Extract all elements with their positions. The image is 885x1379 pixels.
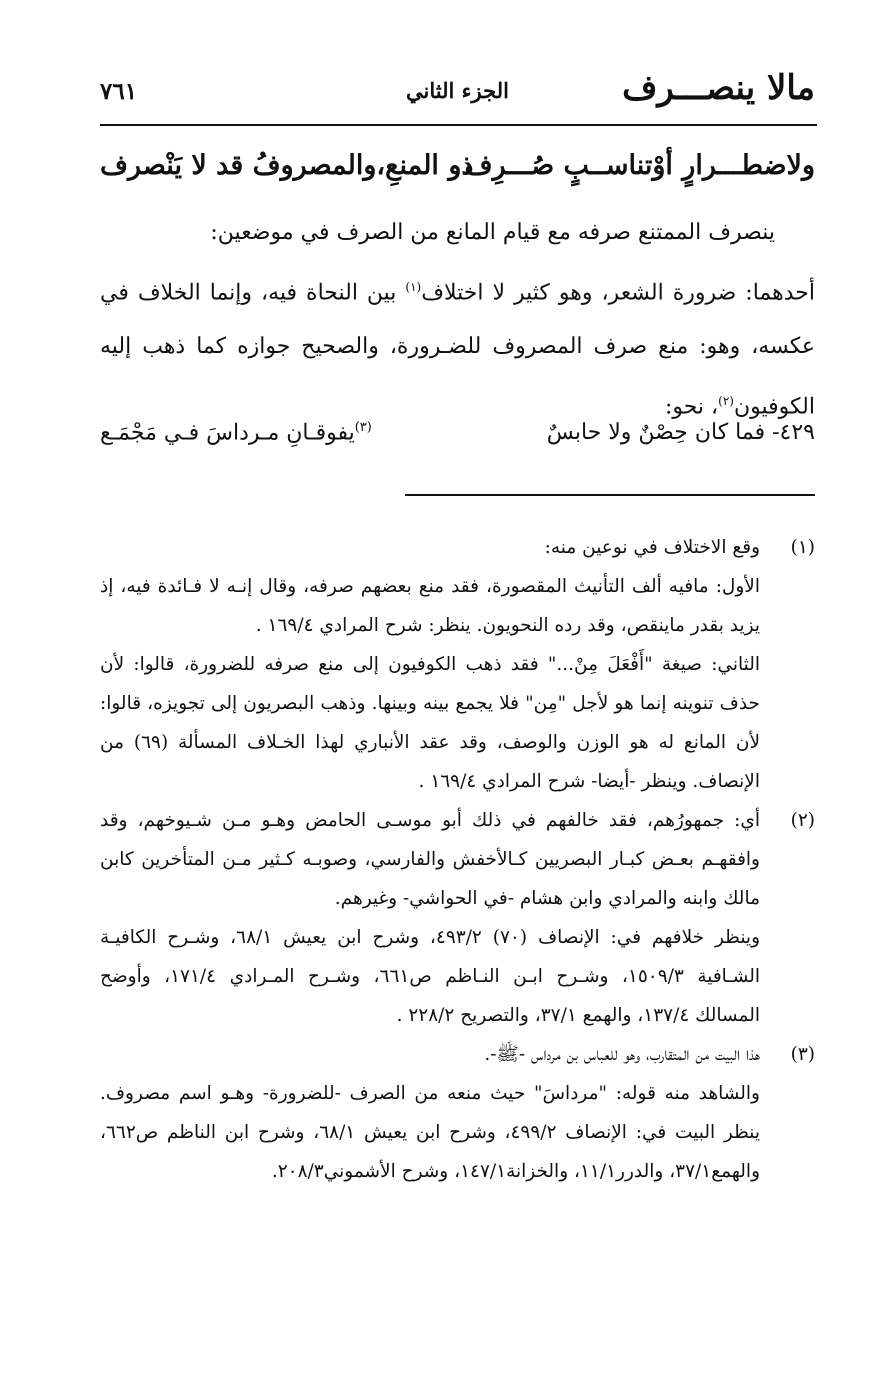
footnote-line: الثاني: صيغة "أَفْعَلَ مِنْ..." فقد ذهب الكوفيون إلى منع صرفه للضرورة، قالوا: لأن حذف تنوينه إنما هو لأجل "مِن" فلا يجمع بينه وبينها. وذهب البصريون إلى تجويزه، قالوا: لأن المانع له هو الوزن والوصف، وقد عقد الأنباري لهذا الخـلاف المسألة (٦٩) من الإنصاف. وينظر -أيضا- شرح المرادي ١٦٩/٤ . — [100, 654, 760, 792]
evidence-second-text: يفوقـانِ مـرداسَ فـي مَجْمَـع — [100, 420, 355, 446]
evidence-first-hemistich: ٤٢٩- فما كان حِصْنٌ ولا حابسٌ — [546, 420, 815, 445]
footnote-line: أي: جمهورُهم، فقد خالفهم في ذلك أبو موسـى الحامض وهـو مـن شـيوخهم، وقد وافقهـم بعـض كبـار البصريين كـالأخفش والفارسي، وصوبـه كـثير مـن المتأخرين كابن مالك وابنه والمرادي وابن هشام -في الحواشي- وغيرهم. — [100, 810, 760, 909]
header-divider — [100, 124, 817, 126]
footnote-line: وينظر خلافهم في: الإنصاف (٧٠) ٤٩٣/٢، وشرح ابن يعيش ٦٨/١، وشـرح الكافيـة الشـافية ١٥٠٩/٣، وشـرح ابـن النـاظم ص٦٦١، وشـرح المـرادي ١٧١/٤، وأوضح المسالك ١٣٧/٤، والهمع ٣٧/١، والتصريح ٢٢٨/٢ . — [100, 927, 761, 1026]
chapter-title: مالا ينصـــرف — [622, 68, 815, 108]
paragraph-text-c: ، نحو: — [664, 394, 719, 420]
poetic-evidence — [100, 420, 815, 464]
footnote-number: (١) — [790, 537, 815, 558]
footnote-ref-2[interactable]: (٢) — [718, 394, 734, 409]
intro-line: ينصرف الممتنع صرفه مع قيام المانع من الصرف في موضعين: — [210, 220, 775, 245]
footnote-divider — [405, 494, 815, 496]
paragraph-text-a: أحدهما: ضرورة الشعر، وهو كثير لا اختلاف — [421, 280, 815, 306]
footnotes — [100, 528, 815, 1191]
footnote-line: وقع الاختلاف في نوعين منه: — [544, 537, 760, 558]
verse-first-hemistich: ولاضطـــرارٍ أوْتناســبٍ صُـــرِف — [464, 150, 815, 181]
footnote-line: الأول: مافيه ألف التأنيث المقصورة، فقد منع بعضهم صرفه، وقال إنـه لا فـائدة فيه، إذ يزيد بقدر ماينقص، وقد رده النحويون. ينظر: شرح المرادي ١٦٩/٤ . — [100, 576, 760, 636]
evidence-second-hemistich — [100, 420, 372, 445]
main-text — [100, 206, 815, 435]
first-case-paragraph — [100, 260, 815, 435]
alfiyya-verse — [100, 150, 815, 194]
footnote-number: (٢) — [790, 810, 815, 831]
footnote-ref-1[interactable]: (١) — [405, 280, 422, 294]
footnote-number: (٣) — [790, 1044, 815, 1065]
verse-second-hemistich: ذو المنعِ،والمصروفُ قد لا يَنْصرف — [100, 150, 474, 181]
footnote-1 — [100, 528, 815, 801]
footnote-2 — [100, 801, 815, 1035]
paragraph-text-b: بين النحاة فيه، وإنما الخلاف في عكسه، وهو: منع صرف المصروف للضـرورة، والصحيح جوازه كما ذهب إليه الكوفيون — [100, 280, 815, 420]
part-label: الجزء الثاني — [406, 78, 509, 103]
page-header — [100, 68, 815, 118]
page-number: ٧٦١ — [100, 78, 138, 105]
footnote-3 — [100, 1035, 815, 1191]
footnote-ref-3[interactable]: (٣) — [354, 420, 372, 435]
footnote-line: والشاهد منه قوله: "مرداسَ" حيث منعه من الصرف -للضرورة- وهـو اسم مصروف. ينظر البيت في: الإنصاف ٤٩٩/٢، وشرح ابن يعيش ٦٨/١، وشرح ابن الناظم ص٦٦٢، والهمع٣٧/١، والدرر١١/١، والخزانة١٤٧/١، وشرح الأشموني٢٠٨/٣. — [100, 1083, 760, 1182]
footnote-line: هذا البيت من المتقارب، وهو للعباس بن مرداس -ﷺ-. — [484, 1044, 760, 1065]
